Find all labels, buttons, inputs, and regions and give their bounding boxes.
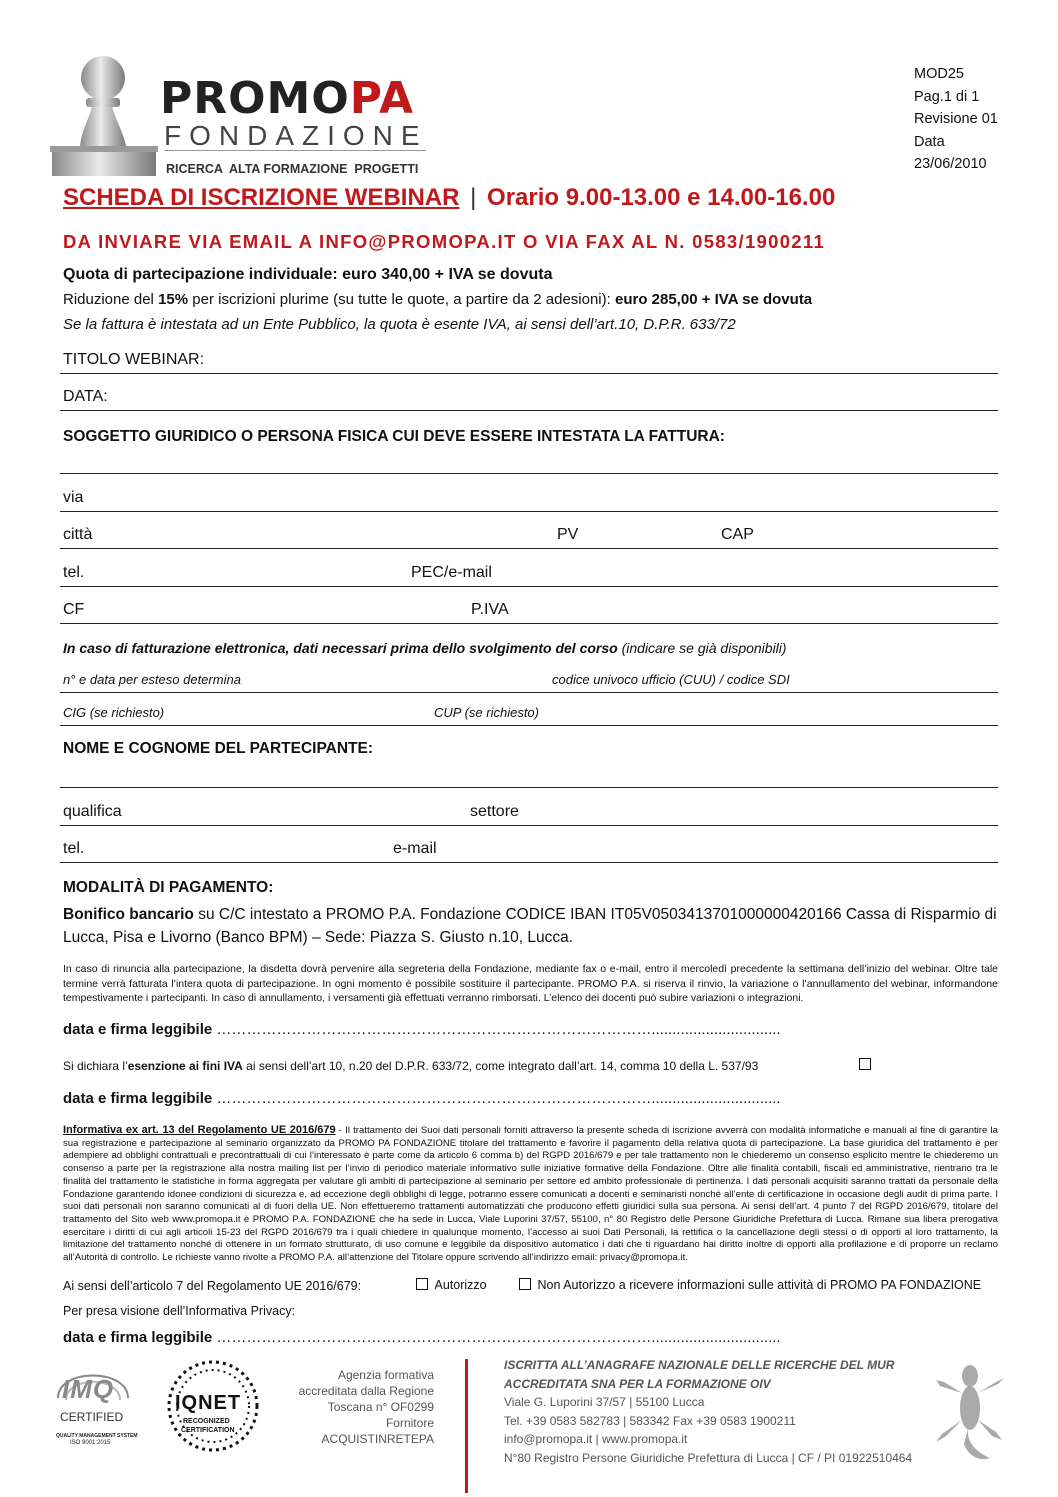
titolo-webinar-field[interactable]: [60, 373, 998, 374]
imq-small: QUALITY MANAGEMENT SYSTEM: [56, 1433, 138, 1439]
data-label: DATA:: [63, 388, 108, 405]
qualifica-label: qualifica: [63, 803, 122, 820]
footer: [0, 1355, 1058, 1497]
riduzione-text: [63, 291, 812, 308]
imq-certified: CERTIFIED: [60, 1410, 124, 1424]
fatt-elettronica-bold: In caso di fatturazione elettronica, dati necessari prima dello svolgimento del corso: [63, 640, 618, 656]
signature-line-2[interactable]: [63, 1090, 781, 1107]
quota-text: Quota di partecipazione individuale: euro 340,00 + IVA se dovuta: [63, 266, 553, 283]
gecko-icon: [930, 1358, 1010, 1468]
riduzione-mid: per iscrizioni plurime (su tutte le quote, a partire da 2 adesioni):: [188, 291, 615, 308]
data-field[interactable]: [60, 410, 998, 411]
title-separator: |: [470, 184, 477, 211]
non-autorizzo-label: Non Autorizzo a ricevere informazioni sulle attività di PROMO PA FONDAZIONE: [537, 1278, 982, 1292]
anagrafe-line1: ISCRITTA ALL’ANAGRAFE NAZIONALE DELLE RICERCHE DEL MUR: [504, 1358, 895, 1372]
partecipante-heading: NOME E COGNOME DEL PARTECIPANTE:: [63, 740, 374, 757]
esenzione-checkbox[interactable]: [859, 1058, 871, 1070]
form-title-main: SCHEDA DI ISCRIZIONE WEBINAR: [63, 184, 460, 211]
iqnet-logo: [165, 1358, 261, 1454]
partecipante-field[interactable]: [60, 787, 998, 788]
contact-line: N°80 Registro Persone Giuridiche Prefettura di Lucca | CF / PI 01922510464: [504, 1450, 913, 1465]
footer-divider: [465, 1359, 468, 1493]
iqnet-text: IQNET: [175, 1392, 242, 1414]
signature-label: data e firma leggibile: [63, 1021, 213, 1038]
doc-date: 23/06/2010: [914, 156, 987, 172]
tel2-label: tel.: [63, 840, 85, 857]
chess-pawn-logo-icon: [50, 50, 160, 180]
citta-label: città: [63, 526, 93, 543]
fatt-elettronica-rest: (indicare se già disponibili): [617, 640, 787, 656]
logo-tagline: RICERCA ALTA FORMAZIONE PROGETTI: [166, 162, 419, 176]
logo-subtitle: FONDAZIONE: [164, 120, 428, 151]
determina-field[interactable]: [60, 692, 998, 693]
imq-iso: ISO 9001:2015: [70, 1440, 111, 1446]
ente-note: Se la fattura è intestata ad un Ente Pubblico, la quota è esente IVA, ai sensi dell’art.10, D.P.R. 633/72: [63, 316, 736, 333]
doc-code: MOD25: [914, 66, 964, 82]
via-field[interactable]: [60, 511, 998, 512]
riduzione-price: euro 285,00 + IVA se dovuta: [614, 291, 813, 308]
cuu-label: codice univoco ufficio (CUU) / codice SDI: [552, 672, 790, 687]
agenzia-line: Fornitore: [385, 1416, 434, 1430]
rinuncia-text: In caso di rinuncia alla partecipazione, la disdetta dovrà pervenire alla segreteria della Fondazione, mediante fax o e-mail, entro il mercoledì precedente la settimana dell’inizio del webinar. Oltre tale termine verrà fatturata l’intera quota di partecipazione. In ogni momento è possibile sostituire il partecipante. PROMO P.A. si riserva il rinvio, la variazione o l’annullamento del webinar, informandone tempestivamente i partecipanti. In caso di annullamento, i versamenti già effettuati verranno rimborsati. L’elenco dei docenti può subire variazioni o integrazioni.: [63, 963, 998, 1004]
qualifica-field[interactable]: [60, 825, 998, 826]
contact-line: Viale G. Luporini 37/57 | 55100 Lucca: [504, 1395, 705, 1409]
payment-heading: MODALITÀ DI PAGAMENTO:: [63, 879, 274, 896]
logo-brand-promo: PROMO: [160, 73, 350, 124]
imq-logo: [48, 1358, 138, 1448]
riduzione-pct: 15%: [158, 291, 189, 308]
agenzia-line: ACQUISTINRETEPA: [321, 1432, 434, 1446]
cup-label: CUP (se richiesto): [434, 705, 539, 720]
imq-text: IMQ: [62, 1374, 115, 1404]
riduzione-pre: Riduzione del: [63, 291, 159, 308]
contact-line: info@promopa.it | www.promopa.it: [504, 1432, 688, 1446]
signature-line-1[interactable]: [63, 1021, 781, 1038]
consent-pre: Ai sensi dell’articolo 7 del Regolamento UE 2016/679:: [63, 1279, 362, 1293]
logo-brand-pa: PA: [349, 73, 414, 124]
payment-details: [63, 903, 998, 949]
agenzia-line: accreditata dalla Regione: [298, 1384, 434, 1398]
presa-visione: Per presa visione dell’Informativa Privacy:: [63, 1304, 296, 1318]
contact-block: [504, 1356, 924, 1467]
settore-label: settore: [470, 803, 519, 820]
doc-info: [914, 63, 998, 176]
titolo-webinar-label: TITOLO WEBINAR:: [63, 351, 205, 368]
autorizzo-checkbox[interactable]: [416, 1278, 428, 1290]
pec-label: PEC/e-mail: [411, 564, 492, 581]
doc-page: Pag.1 di 1: [914, 88, 980, 105]
signature-dots: ……………………………………………………………………………...............................: [216, 1021, 781, 1038]
cig-field[interactable]: [60, 725, 998, 726]
esenzione-rest: ai sensi dell’art 10, n.20 del D.P.R. 633/72, come integrato dall’art. 14, comma 10 della L. 537/93: [242, 1059, 759, 1073]
form-title: [63, 184, 835, 212]
anagrafe-line2: ACCREDITATA SNA PER LA FORMAZIONE OIV: [504, 1376, 771, 1391]
iqnet-sub2: CERTIFICATION: [181, 1427, 235, 1434]
bonifico-rest: su C/C intestato a PROMO P.A. Fondazione CODICE IBAN IT05V0503413701000000420166 Cassa di Risparmio di Lucca, Pisa e Livorno (Banco BPM) – Sede: Piazza S. Giusto n.10, Lucca.: [63, 906, 997, 946]
citta-field[interactable]: [60, 548, 998, 549]
non-autorizzo-checkbox[interactable]: [519, 1278, 531, 1290]
cap-label: CAP: [721, 526, 754, 543]
tel-label: tel.: [63, 564, 85, 581]
agenzia-line: Agenzia formativa: [337, 1368, 434, 1382]
esenzione-pre: Si dichiara l’: [63, 1059, 128, 1073]
email-label: e-mail: [393, 840, 437, 857]
email-field[interactable]: [60, 862, 998, 863]
iqnet-sub1: RECOGNIZED: [183, 1418, 230, 1425]
cf-field[interactable]: [60, 623, 998, 624]
soggetto-heading: SOGGETTO GIURIDICO O PERSONA FISICA CUI DEVE ESSERE INTESTATA LA FATTURA:: [63, 428, 725, 445]
pv-label: PV: [557, 526, 579, 543]
title-schedule: Orario 9.00-13.00 e 14.00-16.00: [487, 184, 836, 211]
autorizzo-option[interactable]: [416, 1278, 487, 1292]
cf-label: CF: [63, 601, 85, 618]
privacy-block: [63, 1124, 998, 1265]
header: [0, 0, 1058, 185]
doc-date-label: Data: [914, 133, 945, 150]
cig-label: CIG (se richiesto): [63, 705, 165, 720]
privacy-heading: Informativa ex art. 13 del Regolamento UE 2016/679: [63, 1124, 336, 1136]
esenzione-text: [63, 1059, 758, 1073]
doc-revision: Revisione 01: [914, 111, 998, 127]
determina-label: n° e data per esteso determina: [63, 672, 241, 687]
tel-field[interactable]: [60, 586, 998, 587]
signature-dots: ……………………………………………………………………………...............................: [216, 1090, 781, 1107]
piva-label: P.IVA: [471, 601, 509, 618]
signature-dots: ……………………………………………………………………………...............................: [216, 1329, 781, 1346]
agenzia-block: [296, 1367, 434, 1447]
agenzia-line: Toscana n° OF0299: [327, 1400, 434, 1414]
autorizzo-label: Autorizzo: [434, 1278, 487, 1292]
non-autorizzo-option[interactable]: [519, 1278, 981, 1292]
via-label: via: [63, 489, 84, 506]
contact-line: Tel. +39 0583 582783 | 583342 Fax +39 0583 1900211: [504, 1413, 796, 1428]
esenzione-bold: esenzione ai fini IVA: [127, 1059, 243, 1073]
privacy-body: - Il trattamento dei Suoi dati personali forniti attraverso la presente scheda di iscrizione avverrà con modalità informatiche e manuali al fine di garantire la sua registrazione e partecipazione al seminario organizzato da PROMO PA FONDAZIONE titolare del trattamento e favorire il pagamento della relativa quota di partecipazione. La base giuridica del trattamento è per adempiere ad obblighi contrattuali e precontrattuali di cui l’interessato è parte come da articolo 6 comma b) del RGPD 2016/679 e per tale trattamento non le chiederemo un consenso esplicito mentre le chiederemo un consenso a parte per la registrazione alla nostra mailing list per l’invio di periodico materiale informativo sulle iniziative formative della Fondazione. Oltre alle finalità contabili, fiscali ed amministrative, rientrano tra le finalità del trattamento le statistiche in forma aggregata per valutare gli ambiti di partecipazione al seminario per settore ed ambito professionale di pertinenza. I dati personali acquisiti saranno trattati da personale della Fondazione garantendo idonee condizioni di sicurezza e, ad eccezione degli obblighi di legge, potranno essere comunicati a docenti e seminaristi nonché all’ente di certificazione in occasione degli audit di prima parte. I suoi dati personali non saranno comunicati al di fuori della UE. Non effettueremo trattamenti automatizzati che producono effetti giuridici sulla sua persona. Ai sensi dell’art. 4 punto 7 del RGPD 2016/679, titolare del trattamento del Sito web www.promopa.it è PROMO P.A. FONDAZIONE che ha sede in Lucca, Viale Luporini 37/57, 55100, n° 80 Registro delle Persone Giuridiche Prefettura di Lucca. Rimane sua libera prerogativa esercitare i diritti di cui agli articoli 15-23 del RGPD 2016/679 tra i quali chiedere in qualunque momento, l’accesso ai suoi Dati Personali, la rettifica o la cancellazione degli stessi o di opporti al loro trattamento, la limitazione del trattamento nonché di ottenere in un formato strutturato, di uso comune e leggibile da dispositivo automatico i dati che ti riguardano hai diritto inoltre di opporti alla profilazione e di proporre un reclamo all’Autorità di controllo. Le richieste vanno rivolte a PROMO P.A. all’attenzione del Titolare oppure scrivendo all’indirizzo email: privacy@promopa.it.: [63, 1125, 998, 1264]
bonifico-bold: Bonifico bancario: [63, 906, 194, 923]
send-info: DA INVIARE VIA EMAIL A INFO@PROMOPA.IT O VIA FAX AL N. 0583/1900211: [63, 231, 826, 252]
signature-label: data e firma leggibile: [63, 1329, 213, 1346]
soggetto-field[interactable]: [60, 473, 998, 474]
signature-label: data e firma leggibile: [63, 1090, 213, 1107]
signature-line-3[interactable]: [63, 1329, 781, 1346]
consent-row: [63, 1279, 361, 1293]
fatt-elettronica-note: [63, 640, 787, 656]
